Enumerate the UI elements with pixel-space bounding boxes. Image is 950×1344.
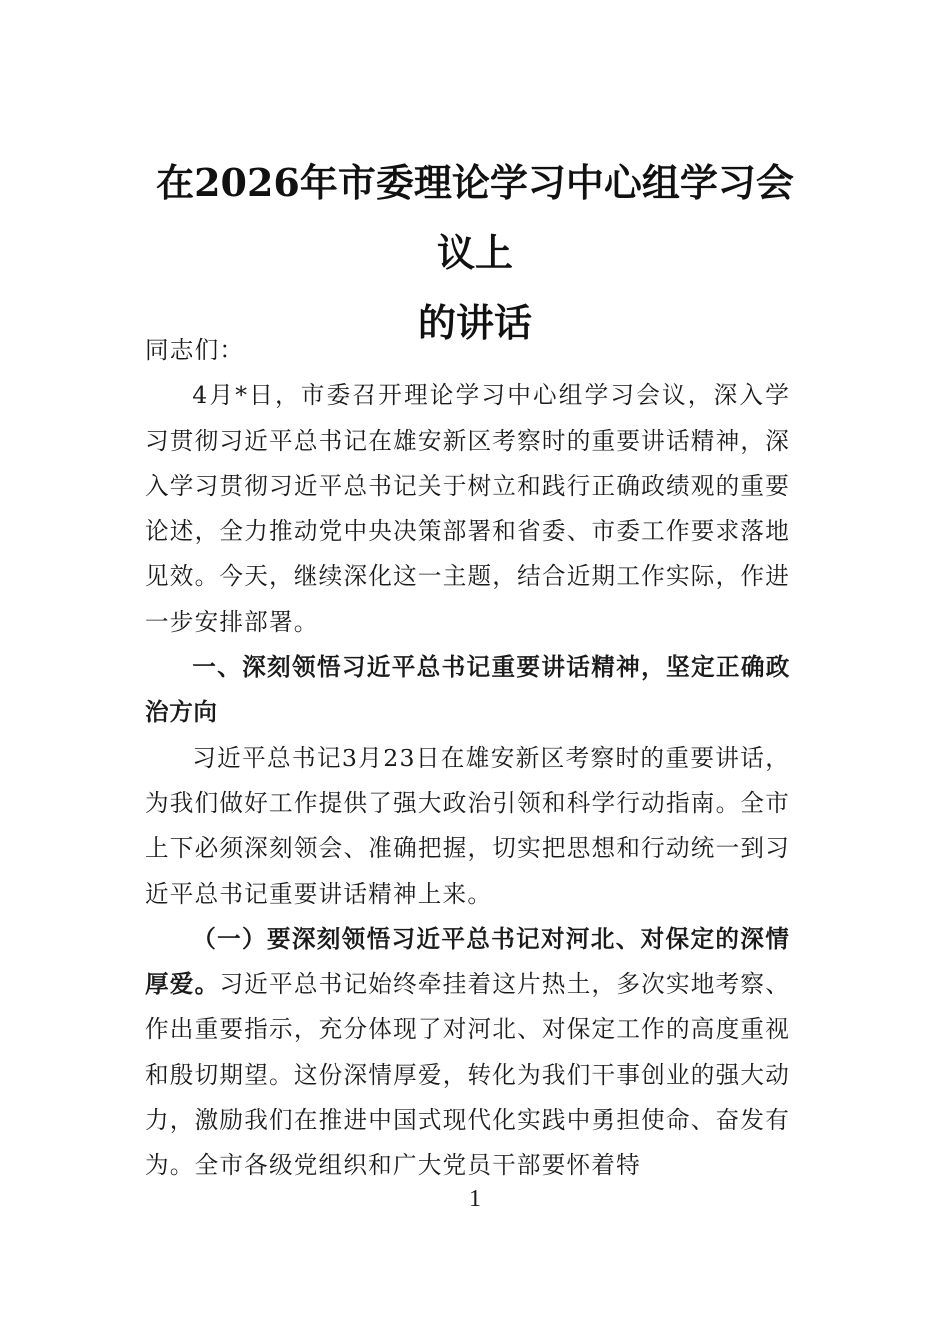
section-heading-1: 一、深刻领悟习近平总书记重要讲话精神，坚定正确政治方向 bbox=[145, 653, 790, 727]
title-line-1: 在2026年市委理论学习中心组学习会议上 bbox=[156, 160, 794, 275]
subsection-body-1: 习近平总书记始终牵挂着这片热土，多次实地考察、作出重要指示，充分体现了对河北、对保定工作的高度重视和殷切期望。这份深情厚爱，转化为我们干事创业的强大动力，激励我们在推进中国式现代化实践中勇担使命、奋发有为。全市各级党组织和广大党员干部要怀着特 bbox=[145, 970, 790, 1180]
paragraph-subsection-1 bbox=[145, 917, 790, 1189]
document-body bbox=[145, 328, 790, 1189]
document-title bbox=[140, 148, 810, 358]
page-number: 1 bbox=[469, 1186, 481, 1212]
subsection-heading-1: （一）要深刻领悟习近平总书记对河北、对保定的深情厚爱。 bbox=[145, 924, 790, 999]
title-line-2: 的讲话 bbox=[417, 300, 532, 345]
paragraph-section-1: 习近平总书记3月23日在雄安新区考察时的重要讲话，为我们做好工作提供了强大政治引领和科学行动指南。全市上下必须深刻领会、准确把握，切实把思想和行动统一到习近平总书记重要讲话精神上来。 bbox=[145, 743, 790, 908]
paragraph-intro: 4月*日，市委召开理论学习中心组学习会议，深入学习贯彻习近平总书记在雄安新区考察时的重要讲话精神，深入学习贯彻习近平总书记关于树立和践行正确政绩观的重要论述，全力推动党中央决策部署和省委、市委工作要求落地见效。今天，继续深化这一主题，结合近期工作实际，作进一步安排部署。 bbox=[145, 381, 790, 636]
salutation: 同志们： bbox=[145, 336, 245, 364]
